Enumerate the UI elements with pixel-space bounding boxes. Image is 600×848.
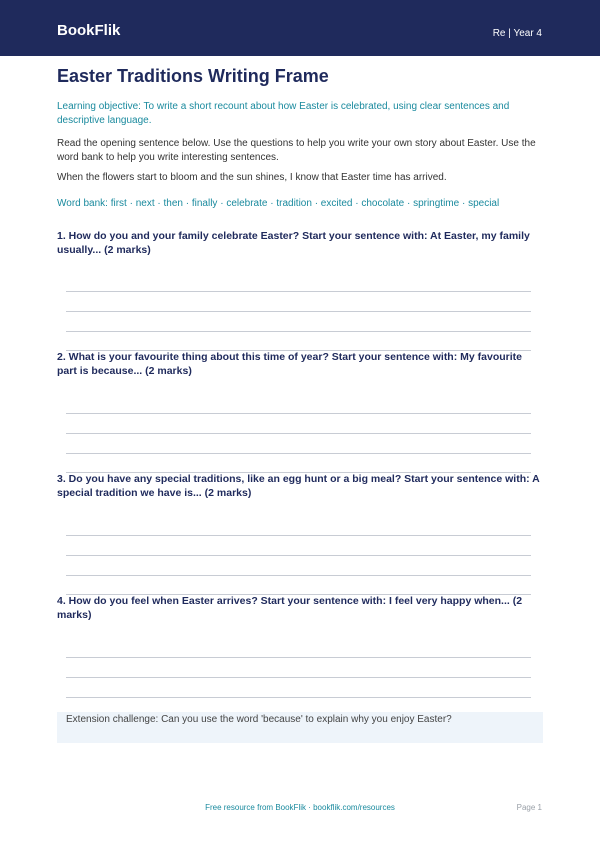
page-number: Page 1 [516, 803, 542, 812]
learning-objective: Learning objective: To write a short recount about how Easter is celebrated, using clear sentences and descriptive language. [57, 101, 510, 126]
answer-line-q3-2[interactable] [66, 555, 531, 556]
answer-line-q1-2[interactable] [66, 311, 531, 312]
answer-line-q2-3[interactable] [66, 453, 531, 454]
answer-line-q4-3[interactable] [66, 697, 531, 698]
answer-line-q1-1[interactable] [66, 291, 531, 292]
question-4: 4. How do you feel when Easter arrives? Start your sentence with: I feel very happy when... (2 marks) [57, 595, 523, 621]
page-header [0, 0, 600, 56]
subject-year-label: Re | Year 4 [492, 28, 542, 39]
answer-line-q3-1[interactable] [66, 535, 531, 536]
answer-line-q4-2[interactable] [66, 677, 531, 678]
extension-challenge-text: Extension challenge: Can you use the word 'because' to explain why you enjoy Easter? [66, 714, 452, 725]
question-2: 2. What is your favourite thing about this time of year? Start your sentence with: My favourite part is because... (2 marks) [57, 351, 522, 377]
word-bank: Word bank: first · next · then · finally · celebrate · tradition · excited · chocolate · springtime · special [57, 198, 500, 209]
opening-sentence: When the flowers start to bloom and the sun shines, I know that Easter time has arrived. [57, 172, 447, 183]
extension-challenge-box [57, 712, 543, 743]
brand-logo-text: BookFlik [57, 22, 121, 39]
answer-line-q3-3[interactable] [66, 575, 531, 576]
question-1: 1. How do you and your family celebrate Easter? Start your sentence with: At Easter, my family usually... (2 marks) [57, 230, 530, 256]
footer-credit: Free resource from BookFlik · bookflik.com/resources [205, 803, 395, 812]
answer-line-q2-1[interactable] [66, 413, 531, 414]
answer-line-q1-3[interactable] [66, 331, 531, 332]
page-title: Easter Traditions Writing Frame [57, 66, 329, 86]
instructions-text: Read the opening sentence below. Use the questions to help you write your own story about Easter. Use the word bank to help you write interesting sentences. [57, 138, 536, 163]
answer-line-q4-1[interactable] [66, 657, 531, 658]
question-3: 3. Do you have any special traditions, like an egg hunt or a big meal? Start your sentence with: A special tradition we have is... (2 marks) [57, 473, 540, 499]
answer-line-q2-2[interactable] [66, 433, 531, 434]
